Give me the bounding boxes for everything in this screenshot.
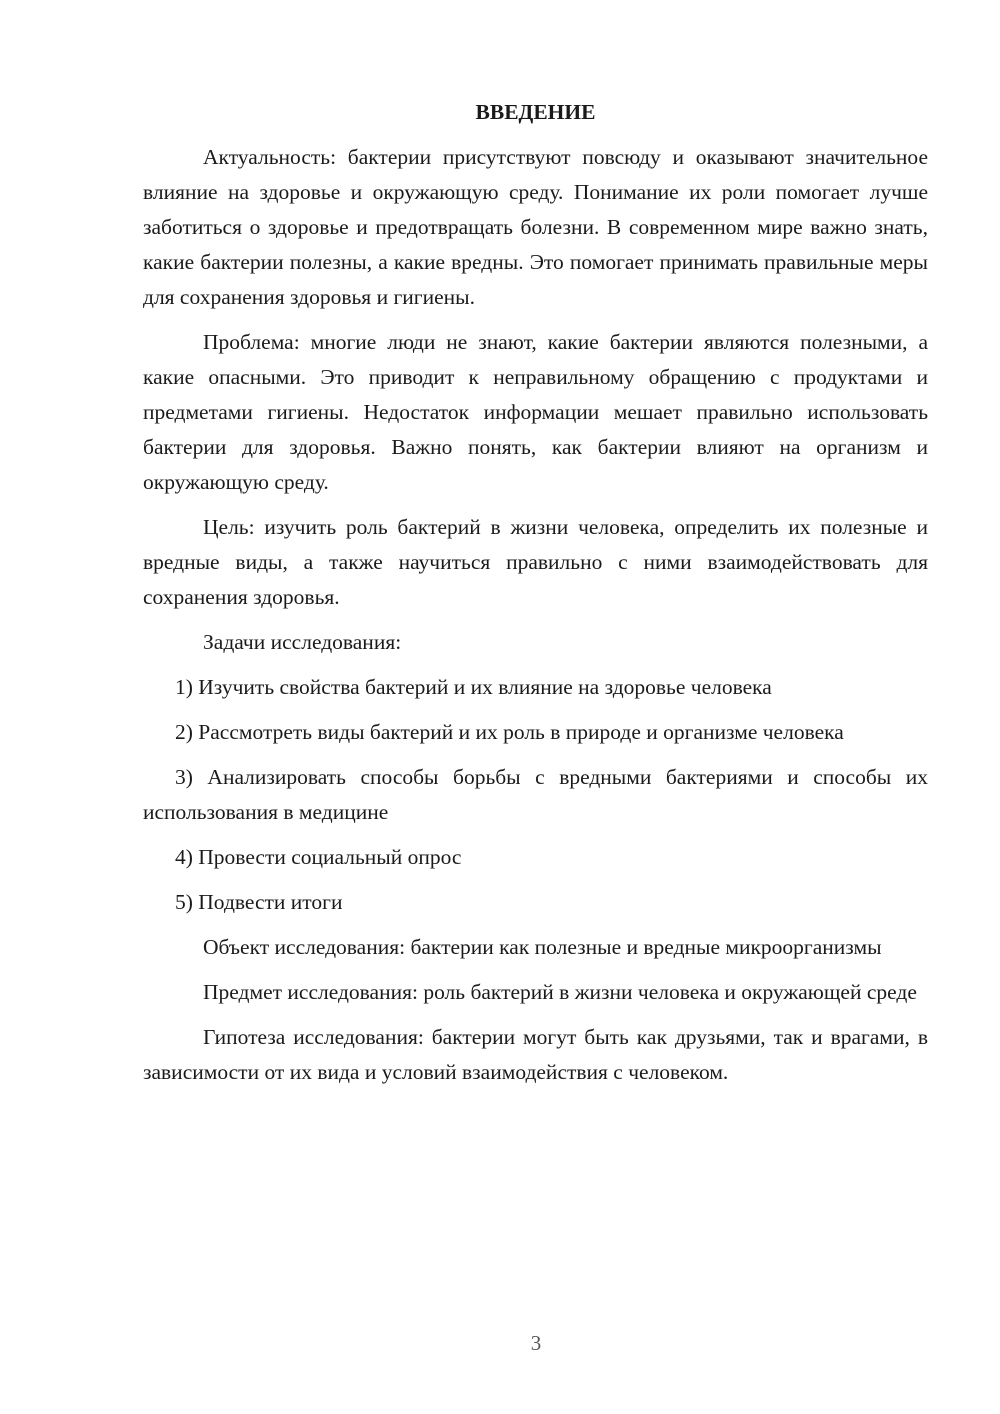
task-item-2: 2) Рассмотреть виды бактерий и их роль в природе и организме человека (175, 720, 844, 744)
page-title: ВВЕДЕНИЕ (475, 100, 596, 124)
task-item-3: 3) Анализировать способы борьбы с вредными бактериями и способы их использования в медицине (143, 765, 928, 824)
page-number: 3 (530, 1331, 542, 1355)
task-item-4: 4) Провести социальный опрос (175, 845, 462, 869)
paragraph-object: Объект исследования: бактерии как полезные и вредные микроорганизмы (203, 935, 882, 959)
paragraph-relevance: Актуальность: бактерии присутствуют повсюду и оказывают значительное влияние на здоровье и окружающую среду. Понимание их роли помогает лучше заботиться о здоровье и предотвращать болезни. В современном мире важно знать, какие бактерии полезны, а какие вредны. Это помогает принимать правильные меры для сохранения здоровья и гигиены. (143, 145, 928, 309)
paragraph-subject: Предмет исследования: роль бактерий в жизни человека и окружающей среде (203, 980, 917, 1004)
paragraph-hypothesis: Гипотеза исследования: бактерии могут быть как друзьями, так и врагами, в зависимости от их вида и условий взаимодействия с человеком. (143, 1025, 928, 1084)
paragraph-goal: Цель: изучить роль бактерий в жизни человека, определить их полезные и вредные виды, а также научиться правильно с ними взаимодействовать для сохранения здоровья. (143, 515, 928, 609)
tasks-heading: Задачи исследования: (203, 630, 402, 654)
task-item-5: 5) Подвести итоги (175, 890, 343, 914)
document-page (143, 95, 928, 1100)
task-item-1: 1) Изучить свойства бактерий и их влияние на здоровье человека (175, 675, 772, 699)
paragraph-problem: Проблема: многие люди не знают, какие бактерии являются полезными, а какие опасными. Это приводит к неправильному обращению с продуктами и предметами гигиены. Недостаток информации мешает правильно использовать бактерии для здоровья. Важно понять, как бактерии влияют на организм и окружающую среду. (143, 330, 928, 494)
